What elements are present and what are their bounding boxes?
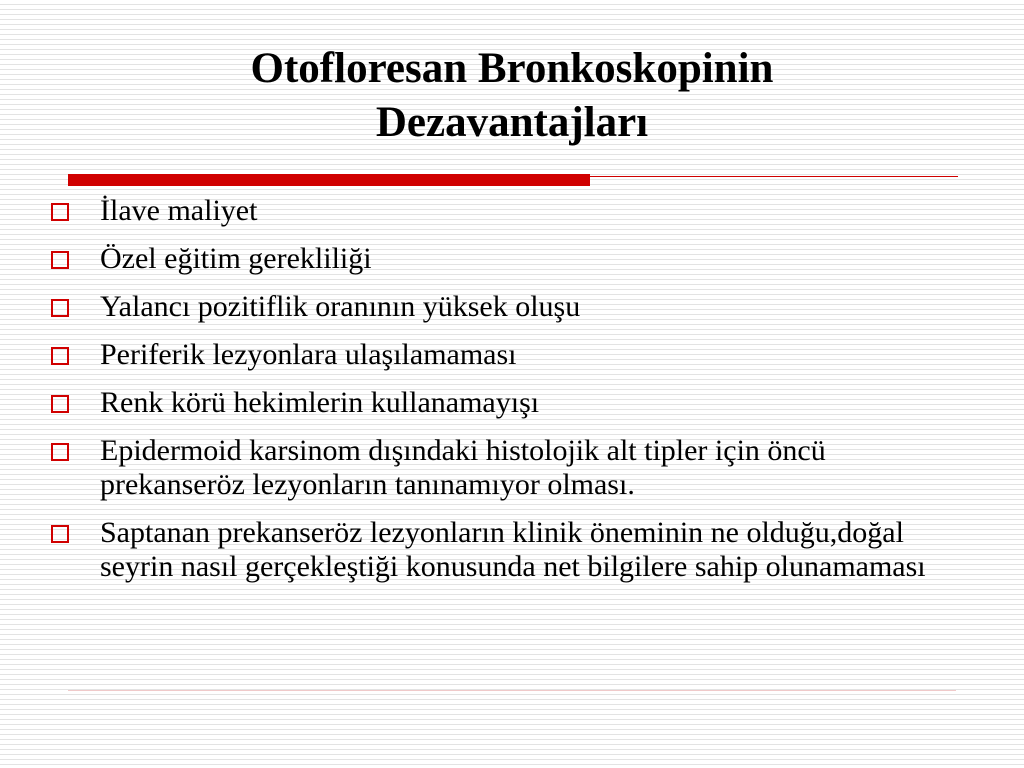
hollow-square-icon <box>51 347 69 365</box>
slide-title <box>120 42 904 150</box>
footer-divider <box>68 690 956 691</box>
bullet-item <box>48 242 968 276</box>
bullet-text: Özel eğitim gerekliliği <box>100 242 372 275</box>
bullet-list <box>48 194 968 598</box>
bullet-item <box>48 194 968 228</box>
hollow-square-icon <box>51 395 69 413</box>
bullet-text: Saptanan prekanseröz lezyonların klinik öneminin ne olduğu,doğal seyrin nasıl gerçekleştiği konusunda net bilgilere sahip olunamaması <box>100 516 926 583</box>
bullet-text: Periferik lezyonlara ulaşılamaması <box>100 338 517 371</box>
bullet-item <box>48 516 968 584</box>
bullet-item <box>48 338 968 372</box>
bullet-item <box>48 290 968 324</box>
title-underline-thick <box>68 174 590 186</box>
slide-title-line-2: Dezavantajları <box>375 99 649 146</box>
hollow-square-icon <box>51 443 69 461</box>
bullet-item <box>48 386 968 420</box>
bullet-text: Renk körü hekimlerin kullanamayışı <box>100 386 540 419</box>
hollow-square-icon <box>51 299 69 317</box>
bullet-text: Yalancı pozitiflik oranının yüksek oluşu <box>100 290 581 323</box>
bullet-text: İlave maliyet <box>100 194 258 227</box>
hollow-square-icon <box>51 203 69 221</box>
hollow-square-icon <box>51 251 69 269</box>
title-underline-thin <box>590 176 958 177</box>
bullet-item <box>48 434 968 502</box>
bullet-text: Epidermoid karsinom dışındaki histolojik alt tipler için öncü prekanseröz lezyonların tanınamıyor olması. <box>100 434 826 501</box>
hollow-square-icon <box>51 525 69 543</box>
slide-title-line-1: Otofloresan Bronkoskopinin <box>250 45 774 92</box>
